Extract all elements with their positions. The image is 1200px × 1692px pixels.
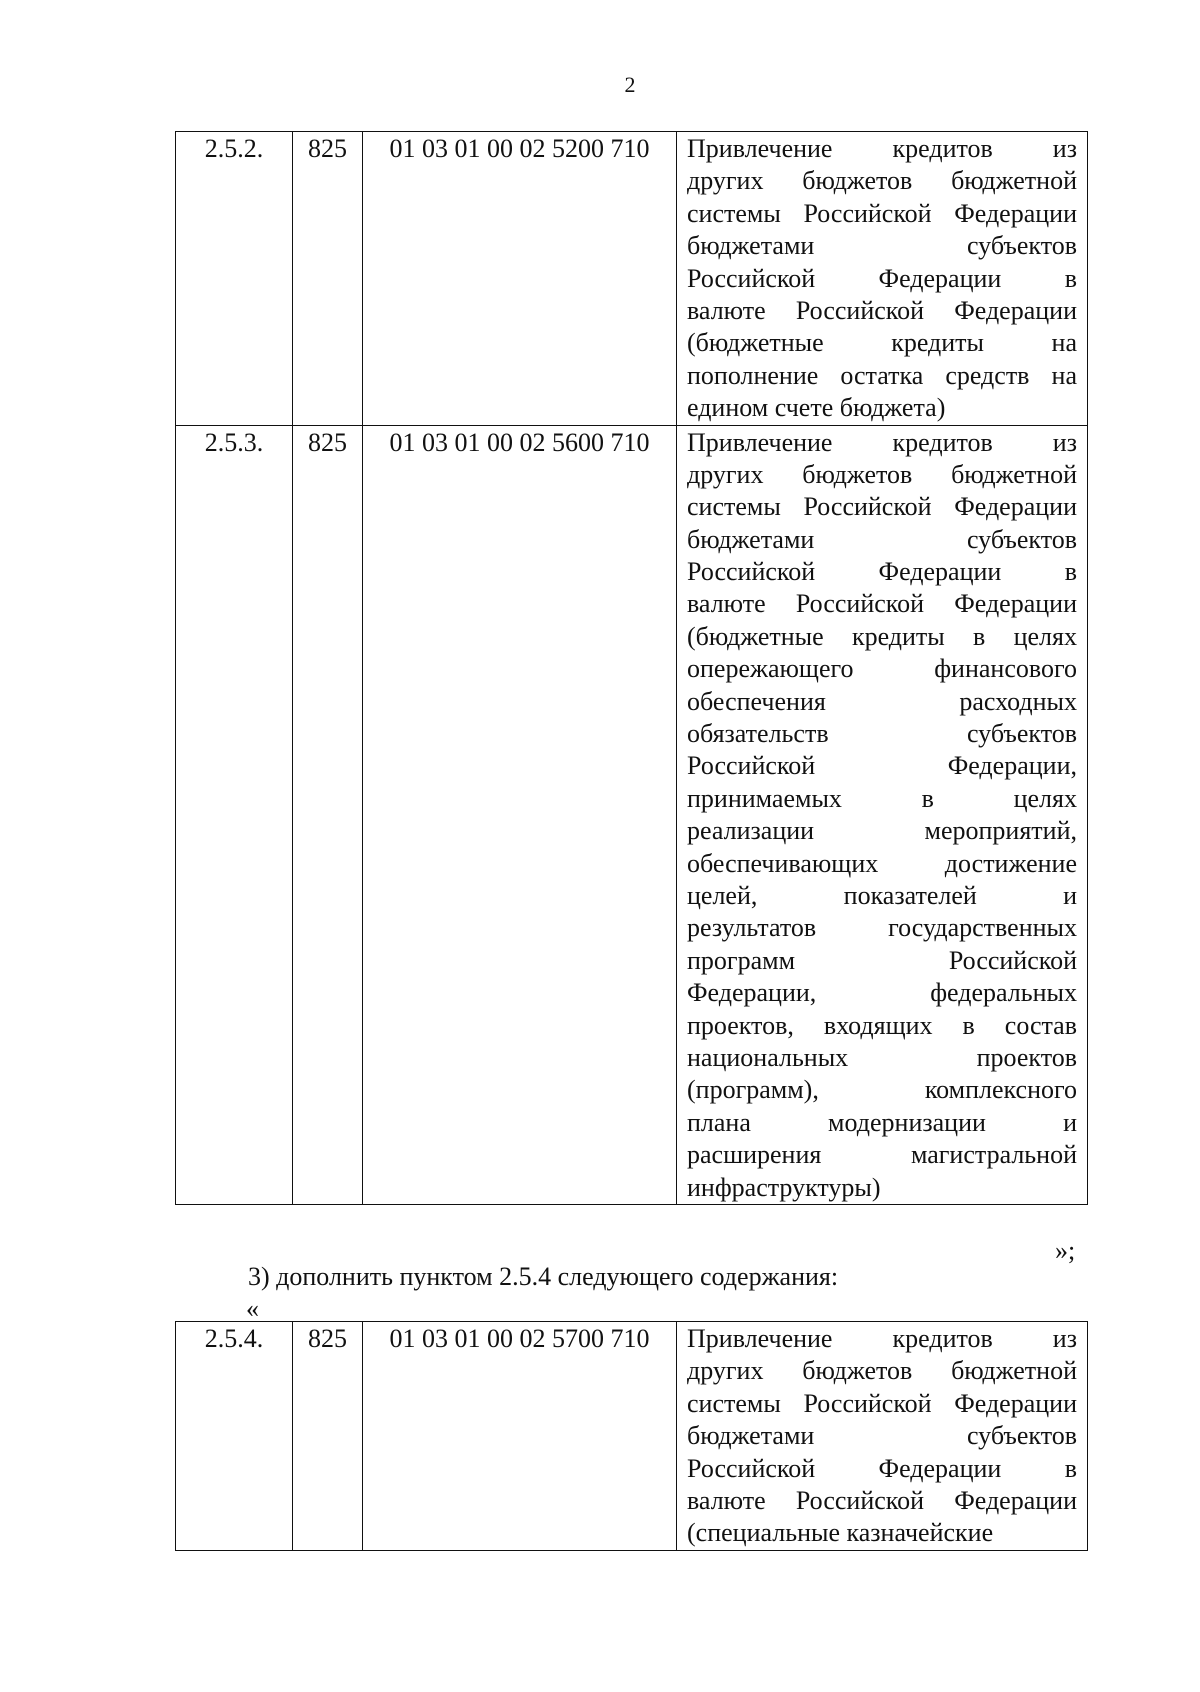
amendment-instruction: 3) дополнить пунктом 2.5.4 следующего содержания: <box>248 1262 839 1291</box>
description-line: бюджетами субъектов <box>687 524 1077 554</box>
description-line: опережающего финансового <box>687 654 1077 684</box>
item-description <box>677 1322 1088 1551</box>
description-line: проектов, входящих в состав <box>687 1010 1077 1040</box>
item-description <box>677 132 1088 426</box>
description-line: Федерации, федеральных <box>687 978 1077 1008</box>
page-number: 2 <box>624 72 636 97</box>
classification-code: 01 03 01 00 02 5700 710 <box>363 1322 677 1551</box>
description-line: пополнение остатка средств на <box>687 360 1077 390</box>
description-line: (бюджетные кредиты в целях <box>687 621 1077 651</box>
item-number: 2.5.3. <box>176 425 293 1204</box>
description-line: (программ), комплексного <box>687 1075 1077 1105</box>
description-line: валюте Российской Федерации <box>687 295 1077 325</box>
table-row <box>176 1322 1088 1551</box>
item-number: 2.5.4. <box>176 1322 293 1551</box>
description-line: бюджетами субъектов <box>687 1421 1077 1451</box>
description-line: Российской Федерации в <box>687 557 1077 587</box>
description-line: результатов государственных <box>687 913 1077 943</box>
description-line: (специальные казначейские <box>687 1518 994 1548</box>
description-line: принимаемых в целях <box>687 783 1077 813</box>
table-row <box>176 132 1088 426</box>
description-line: расширения магистральной <box>687 1140 1077 1170</box>
description-line: плана модернизации и <box>687 1107 1077 1137</box>
description-line: программ Российской <box>687 945 1077 975</box>
item-number: 2.5.2. <box>176 132 293 426</box>
item-description <box>677 425 1088 1204</box>
admin-code: 825 <box>293 1322 363 1551</box>
opening-quote: « <box>246 1294 259 1323</box>
closing-quote: »; <box>1055 1236 1076 1265</box>
admin-code: 825 <box>293 425 363 1204</box>
description-line: системы Российской Федерации <box>687 492 1077 522</box>
description-line: Российской Федерации в <box>687 1453 1077 1483</box>
classification-code: 01 03 01 00 02 5600 710 <box>363 425 677 1204</box>
description-line: реализации мероприятий, <box>687 816 1077 846</box>
description-line: Российской Федерации в <box>687 263 1077 293</box>
description-line: Российской Федерации, <box>687 751 1077 781</box>
description-line: целей, показателей и <box>687 880 1077 910</box>
description-line: обеспечивающих достижение <box>687 848 1077 878</box>
classification-code: 01 03 01 00 02 5200 710 <box>363 132 677 426</box>
description-line: других бюджетов бюджетной <box>687 459 1077 489</box>
description-line: обеспечения расходных <box>687 686 1077 716</box>
description-line: (бюджетные кредиты на <box>687 328 1077 358</box>
budget-codes-table <box>175 131 1088 1205</box>
description-line: инфраструктуры) <box>687 1172 881 1202</box>
description-line: обязательств субъектов <box>687 719 1077 749</box>
description-line: других бюджетов бюджетной <box>687 1356 1077 1386</box>
description-line: системы Российской Федерации <box>687 1388 1077 1418</box>
description-line: бюджетами субъектов <box>687 231 1077 261</box>
table-row <box>176 425 1088 1204</box>
description-line: валюте Российской Федерации <box>687 1485 1077 1515</box>
description-line: национальных проектов <box>687 1042 1077 1072</box>
description-line: Привлечение кредитов из <box>687 1324 1077 1353</box>
description-line: других бюджетов бюджетной <box>687 166 1077 196</box>
new-item-table <box>175 1321 1088 1551</box>
description-line: системы Российской Федерации <box>687 198 1077 228</box>
description-line: валюте Российской Федерации <box>687 589 1077 619</box>
description-line: Привлечение кредитов из <box>687 427 1077 457</box>
admin-code: 825 <box>293 132 363 426</box>
description-line: едином счете бюджета) <box>687 393 946 423</box>
description-line: Привлечение кредитов из <box>687 134 1077 163</box>
